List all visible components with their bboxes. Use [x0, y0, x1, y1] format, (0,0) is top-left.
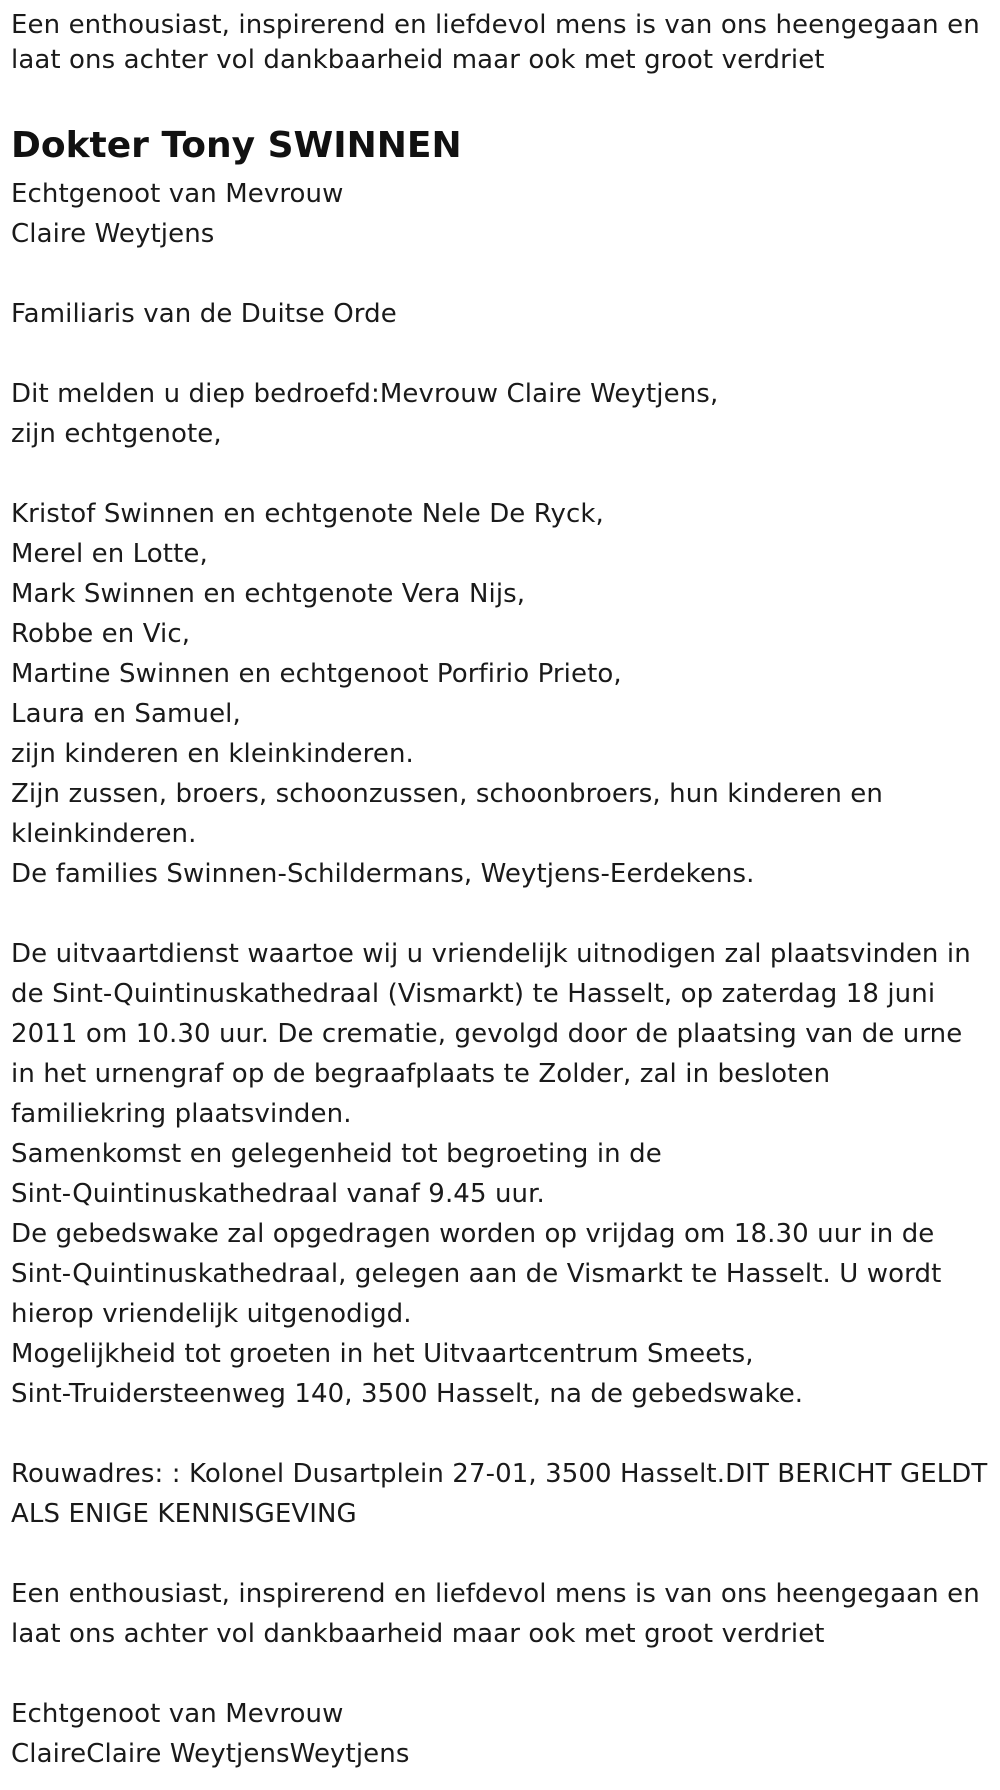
- service-line: familiekring plaatsvinden.: [11, 1099, 352, 1129]
- deceased-name: Dokter Tony SWINNEN: [11, 125, 462, 166]
- family-line: kleinkinderen.: [11, 819, 197, 849]
- address-line-2: ALS ENIGE KENNISGEVING: [11, 1499, 357, 1529]
- spouse-line-1: Echtgenoot van Mevrouw: [11, 179, 344, 209]
- service-line: Sint-Quintinuskathedraal, gelegen aan de Vismarkt te Hasselt. U wordt: [11, 1259, 942, 1289]
- address-line-1: Rouwadres: : Kolonel Dusartplein 27-01, 3500 Hasselt.DIT BERICHT GELDT: [11, 1459, 988, 1489]
- intro-line-1: Een enthousiast, inspirerend en liefdevol mens is van ons heengegaan en: [11, 10, 980, 40]
- membership-line: Familiaris van de Duitse Orde: [11, 299, 397, 329]
- service-line: Sint-Quintinuskathedraal vanaf 9.45 uur.: [11, 1179, 545, 1209]
- service-line: Sint-Truidersteenweg 140, 3500 Hasselt, na de gebedswake.: [11, 1379, 804, 1409]
- family-line: Laura en Samuel,: [11, 699, 241, 729]
- intro-line-2: laat ons achter vol dankbaarheid maar ook met groot verdriet: [11, 45, 825, 75]
- family-line: Kristof Swinnen en echtgenote Nele De Ryck,: [11, 499, 604, 529]
- family-line: Merel en Lotte,: [11, 539, 208, 569]
- outro-line-2: laat ons achter vol dankbaarheid maar ook met groot verdriet: [11, 1619, 825, 1649]
- family-line: Mark Swinnen en echtgenote Vera Nijs,: [11, 579, 526, 609]
- family-line: Robbe en Vic,: [11, 619, 191, 649]
- service-line: hierop vriendelijk uitgenodigd.: [11, 1299, 412, 1329]
- service-line: de Sint-Quintinuskathedraal (Vismarkt) te Hasselt, op zaterdag 18 juni: [11, 979, 936, 1009]
- closing-line-2: ClaireClaire WeytjensWeytjens: [11, 1739, 410, 1769]
- service-line: Mogelijkheid tot groeten in het Uitvaartcentrum Smeets,: [11, 1339, 754, 1369]
- service-line: De uitvaartdienst waartoe wij u vriendelijk uitnodigen zal plaatsvinden in: [11, 939, 971, 969]
- family-line: Zijn zussen, broers, schoonzussen, schoonbroers, hun kinderen en: [11, 779, 883, 809]
- service-line: Samenkomst en gelegenheid tot begroeting in de: [11, 1139, 662, 1169]
- announcement-line-1: Dit melden u diep bedroefd:Mevrouw Claire Weytjens,: [11, 379, 719, 409]
- family-line: Martine Swinnen en echtgenoot Porfirio Prieto,: [11, 659, 622, 689]
- service-line: 2011 om 10.30 uur. De crematie, gevolgd door de plaatsing van de urne: [11, 1019, 963, 1049]
- family-line: zijn kinderen en kleinkinderen.: [11, 739, 414, 769]
- spouse-line-2: Claire Weytjens: [11, 219, 215, 249]
- service-line: De gebedswake zal opgedragen worden op vrijdag om 18.30 uur in de: [11, 1219, 935, 1249]
- service-line: in het urnengraf op de begraafplaats te Zolder, zal in besloten: [11, 1059, 831, 1089]
- closing-line-1: Echtgenoot van Mevrouw: [11, 1699, 344, 1729]
- outro-line-1: Een enthousiast, inspirerend en liefdevol mens is van ons heengegaan en: [11, 1579, 980, 1609]
- family-line: De families Swinnen-Schildermans, Weytjens-Eerdekens.: [11, 859, 755, 889]
- announcement-line-2: zijn echtgenote,: [11, 419, 222, 449]
